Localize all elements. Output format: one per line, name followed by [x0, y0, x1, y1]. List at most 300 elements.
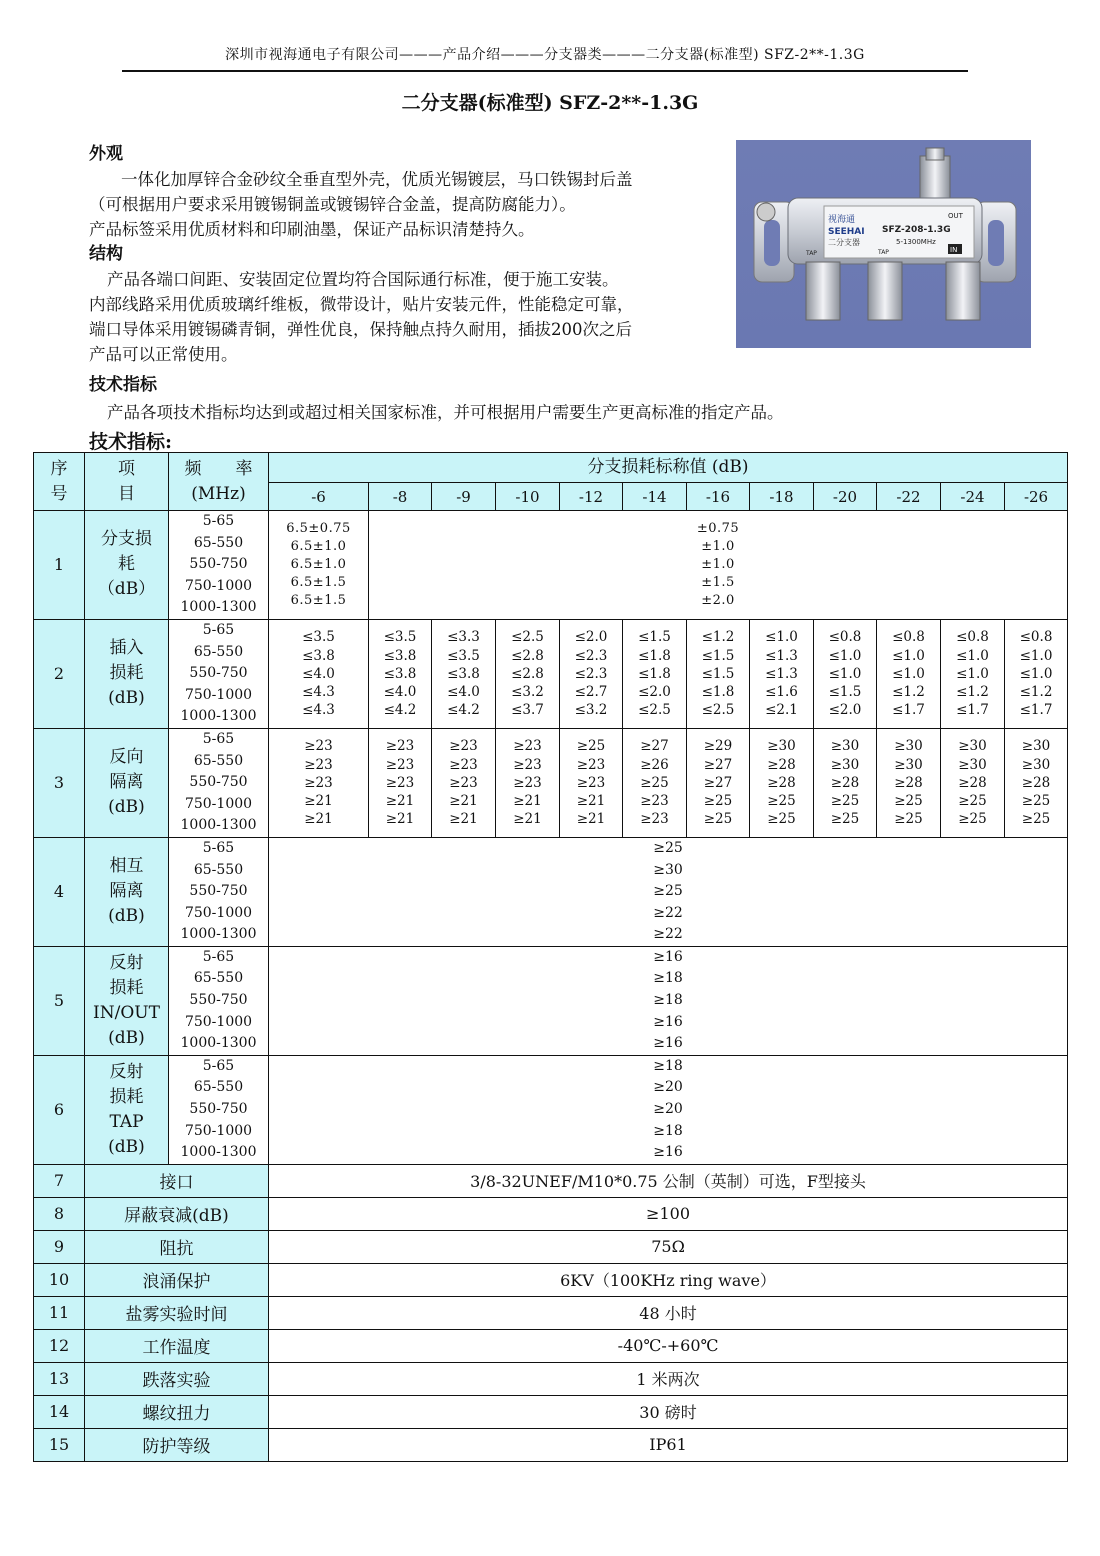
- row-label: 浪涌保护: [85, 1263, 269, 1296]
- cell-line: 750-1000: [184, 686, 253, 703]
- cell-line: ≥23: [640, 793, 669, 810]
- cell-line: 隔离: [109, 772, 144, 793]
- cell-line: ≥23: [576, 774, 606, 791]
- cell-line: ±1.0: [701, 538, 735, 554]
- value-cell: [269, 619, 369, 728]
- cell-line: ≤1.8: [701, 684, 735, 701]
- cell-line: ≥25: [767, 811, 796, 828]
- table-title: 技术指标:: [89, 431, 173, 453]
- row-label: [85, 1055, 169, 1164]
- row-label: [85, 511, 169, 620]
- structure-heading: 结构: [89, 244, 123, 264]
- cell-line: ≥20: [653, 1101, 683, 1118]
- cell-line: ≤4.3: [302, 702, 335, 719]
- cell-line: 6.5±1.0: [290, 556, 347, 572]
- value-cell-merged: 6KV（100KHz ring wave）: [269, 1263, 1068, 1296]
- cell-line: ≤4.2: [447, 702, 480, 719]
- value-cell: [750, 619, 814, 728]
- cell-line: 5-65: [202, 1057, 235, 1074]
- value-cell-merged: [269, 1055, 1068, 1164]
- cell-line: ≥29: [703, 738, 733, 755]
- row-number: 9: [34, 1230, 85, 1263]
- cell-line: 相互: [109, 856, 144, 877]
- cell-line: ≥21: [513, 811, 542, 828]
- value-cell: [941, 619, 1005, 728]
- cell-line: ≥16: [653, 1013, 683, 1030]
- table-row: [34, 619, 1068, 728]
- cell-line: (dB): [108, 1136, 145, 1157]
- cell-line: ≤1.2: [892, 684, 925, 701]
- cell-line: ≤3.5: [302, 629, 335, 646]
- spec-intro: [89, 371, 989, 427]
- row-number: 6: [34, 1055, 85, 1164]
- nominal-value: -12: [560, 483, 623, 511]
- cell-line: ≤1.5: [638, 629, 671, 646]
- cell-line: ≤0.8: [892, 629, 925, 646]
- cell-line: 耗: [118, 554, 135, 575]
- cell-line: 6.5±1.5: [290, 592, 347, 608]
- value-cell: [623, 619, 687, 728]
- cell-line: ≤1.7: [1019, 702, 1053, 719]
- cell-line: ≤2.7: [574, 684, 608, 701]
- brand-cn: 视海通: [828, 215, 856, 225]
- value-cell: [877, 619, 941, 728]
- cell-line: ≤2.8: [511, 665, 544, 682]
- cell-line: ≤3.7: [511, 702, 544, 719]
- value-cell-merged: 3/8-32UNEF/M10*0.75 公制（英制）可选，F型接头: [269, 1164, 1068, 1197]
- row-number: 15: [34, 1428, 85, 1461]
- cell-line: 750-1000: [184, 1122, 253, 1139]
- cell-line: ≤2.8: [511, 647, 544, 664]
- cell-line: ≤1.8: [638, 665, 671, 682]
- cell-line: 损耗: [109, 1086, 144, 1107]
- cell-line: ≤2.3: [574, 665, 608, 682]
- nominal-value: -6: [269, 483, 369, 511]
- table-row: [34, 946, 1068, 1055]
- cell-line: ≥25: [1021, 811, 1051, 828]
- cell-line: ±1.0: [701, 556, 735, 572]
- cell-line: ≤3.2: [574, 702, 608, 719]
- row-label: [85, 619, 169, 728]
- row-label: 屏蔽衰减(dB): [85, 1197, 269, 1230]
- cell-line: ±2.0: [701, 592, 735, 608]
- cell-line: ±0.75: [696, 520, 740, 536]
- cell-line: ≥25: [703, 811, 733, 828]
- cell-line: ≥25: [576, 738, 606, 755]
- cell-line: ≤1.5: [701, 647, 735, 664]
- cell-line: ≥27: [703, 774, 733, 791]
- table-row: [34, 1296, 1068, 1329]
- cell-line: 号: [50, 483, 68, 504]
- cell-line: ≥18: [653, 970, 683, 987]
- table-row: [34, 837, 1068, 946]
- value-cell: [814, 619, 877, 728]
- value-cell: [496, 619, 560, 728]
- appearance-line: （可根据用户要求采用镀锡铜盖或镀锡锌合金盖，提高防腐能力）。: [89, 195, 576, 214]
- cell-line: IN/OUT: [93, 1002, 160, 1023]
- cell-line: ≤2.0: [574, 629, 608, 646]
- cell-line: ≥28: [830, 774, 860, 791]
- nominal-value: -9: [432, 483, 496, 511]
- cell-line: (dB): [108, 797, 145, 818]
- cell-line: ≥25: [894, 793, 923, 810]
- row-number: 13: [34, 1362, 85, 1395]
- cell-line: 序: [50, 458, 68, 479]
- cell-line: ≤0.8: [956, 629, 989, 646]
- cell-line: (dB): [108, 1027, 145, 1048]
- cell-line: TAP: [109, 1111, 144, 1132]
- table-row: [34, 1329, 1068, 1362]
- cell-line: 5-65: [202, 621, 235, 638]
- value-cell: [877, 728, 941, 837]
- nominal-value: -10: [496, 483, 560, 511]
- cell-line: 1000-1300: [180, 708, 257, 725]
- value-cell-merged: [269, 837, 1068, 946]
- row-label: [85, 728, 169, 837]
- value-cell-merged: ≥100: [269, 1197, 1068, 1230]
- cell-line: 750-1000: [184, 904, 253, 921]
- cell-line: ≤1.3: [765, 665, 798, 682]
- cell-line: ≥25: [703, 793, 733, 810]
- cell-line: ≥23: [513, 774, 542, 791]
- cell-line: ±1.5: [701, 574, 735, 590]
- cell-line: 隔离: [109, 881, 144, 902]
- value-cell: [432, 619, 496, 728]
- value-cell: [560, 619, 623, 728]
- cell-line: 项: [118, 458, 135, 479]
- value-cell: [369, 619, 432, 728]
- cell-line: ≥25: [640, 774, 669, 791]
- cell-line: ≤2.1: [765, 702, 798, 719]
- cell-line: 750-1000: [184, 795, 253, 812]
- cell-line: ≤1.0: [892, 647, 925, 664]
- cell-line: ≤2.0: [828, 702, 862, 719]
- cell-line: ≤2.3: [574, 647, 608, 664]
- value-cell: [269, 511, 369, 620]
- cell-line: ≥23: [449, 738, 478, 755]
- structure-line: 产品各端口间距、安装固定位置均符合国际通行标准，便于施工安装。: [107, 270, 619, 289]
- nominal-value: -22: [877, 483, 941, 511]
- cell-line: 5-65: [202, 730, 235, 747]
- cell-line: ≤3.2: [511, 684, 544, 701]
- cell-line: ≥25: [1021, 793, 1051, 810]
- cell-line: 550-750: [189, 1101, 248, 1118]
- nominal-value: -20: [814, 483, 877, 511]
- cell-line: ≤3.8: [302, 647, 335, 664]
- cell-line: ≤2.5: [638, 702, 671, 719]
- cell-line: ≤3.5: [447, 647, 480, 664]
- table-row: [34, 1055, 1068, 1164]
- cell-line: ≥30: [830, 756, 860, 773]
- table-row: [34, 1164, 1068, 1197]
- cell-line: ≤4.0: [447, 684, 480, 701]
- cell-line: ≤0.8: [828, 629, 862, 646]
- cell-line: ≤1.0: [1019, 665, 1053, 682]
- header-no: [34, 453, 85, 511]
- cell-line: ≤1.5: [701, 665, 735, 682]
- nominal-value: -14: [623, 483, 687, 511]
- value-cell-merged: IP61: [269, 1428, 1068, 1461]
- value-cell-merged: 30 磅时: [269, 1395, 1068, 1428]
- cell-line: ≤3.8: [383, 665, 417, 682]
- cell-line: 5-65: [202, 839, 235, 856]
- structure-line: 内部线路采用优质玻璃纤维板，微带设计，贴片安装元件，性能稳定可靠，: [89, 295, 634, 314]
- row-label: 工作温度: [85, 1329, 269, 1362]
- value-cell-merged: 75Ω: [269, 1230, 1068, 1263]
- appearance-line: 产品标签采用优质材料和印刷油墨，保证产品标识清楚持久。: [89, 220, 535, 239]
- cell-line: ≥25: [830, 793, 860, 810]
- cell-line: ≥25: [653, 883, 683, 900]
- row-number: 7: [34, 1164, 85, 1197]
- cell-line: ≥18: [653, 1057, 683, 1074]
- cell-line: ≥23: [385, 738, 415, 755]
- value-cell: [432, 728, 496, 837]
- cell-line: 750-1000: [184, 1013, 253, 1030]
- value-cell: [1005, 728, 1068, 837]
- nominal-value: -16: [687, 483, 750, 511]
- cell-line: 550-750: [189, 774, 248, 791]
- value-cell: [687, 619, 750, 728]
- structure-line: 端口导体采用镀锡磷青铜，弹性优良，保持触点持久耐用，插拔200次之后: [89, 320, 632, 339]
- splitter-illustration: [736, 140, 1031, 348]
- model-label: SFZ-208-1.3G: [882, 225, 951, 235]
- freq-list: [169, 837, 269, 946]
- freq-list: [169, 946, 269, 1055]
- row-number: 10: [34, 1263, 85, 1296]
- cell-line: 反射: [109, 952, 144, 973]
- table-row: [34, 1362, 1068, 1395]
- tap-label: TAP: [878, 249, 889, 256]
- cell-line: 6.5±1.5: [290, 574, 347, 590]
- cell-line: ≤1.8: [638, 647, 671, 664]
- cell-line: ≥30: [958, 756, 987, 773]
- cell-line: ≥30: [1021, 756, 1051, 773]
- cell-line: ≤3.5: [383, 629, 417, 646]
- cell-line: ≥28: [767, 756, 796, 773]
- tap-label: TAP: [806, 250, 817, 257]
- cell-line: ≥30: [830, 738, 860, 755]
- cell-line: ≤1.0: [828, 647, 862, 664]
- spec-table: [33, 452, 1068, 1462]
- cell-line: 插入: [109, 638, 144, 659]
- cell-line: 550-750: [189, 665, 248, 682]
- cell-line: ≥25: [830, 811, 860, 828]
- cell-line: ≤1.0: [956, 665, 989, 682]
- cell-line: 1000-1300: [180, 926, 257, 943]
- cell-line: 65-550: [193, 752, 244, 769]
- cell-line: ≥28: [958, 774, 987, 791]
- row-label: 跌落实验: [85, 1362, 269, 1395]
- cell-line: 550-750: [189, 556, 248, 573]
- nominal-value: -8: [369, 483, 432, 511]
- cell-line: ≥21: [304, 811, 333, 828]
- cell-line: ≥21: [385, 793, 415, 810]
- row-number: 11: [34, 1296, 85, 1329]
- cell-line: ≤2.5: [511, 629, 544, 646]
- table-row: [34, 1230, 1068, 1263]
- freq-list: [169, 619, 269, 728]
- value-cell-merged: [369, 511, 1068, 620]
- cell-line: ≥23: [576, 756, 606, 773]
- freq-list: [169, 728, 269, 837]
- cell-line: 频 率: [184, 458, 253, 479]
- cell-line: ≥16: [653, 1035, 683, 1052]
- header-freq: [169, 453, 269, 511]
- intro-section: [89, 142, 729, 367]
- value-cell: [1005, 619, 1068, 728]
- cell-line: ≥22: [653, 904, 683, 921]
- table-row: [34, 728, 1068, 837]
- cell-line: ≥30: [767, 738, 796, 755]
- table-row: [34, 1395, 1068, 1428]
- cell-line: ≥28: [1021, 774, 1051, 791]
- page-header: 深圳市视海通电子有限公司———产品介绍———分支器类———二分支器(标准型) SFZ-2**-1.3G: [225, 47, 865, 63]
- row-number: 14: [34, 1395, 85, 1428]
- product-cn: 二分支器: [828, 238, 860, 247]
- cell-line: 6.5±0.75: [286, 520, 351, 536]
- cell-line: ≤3.3: [447, 629, 480, 646]
- value-cell: [269, 728, 369, 837]
- cell-line: ≤1.2: [956, 684, 989, 701]
- page-title: 二分支器(标准型) SFZ-2**-1.3G: [401, 92, 699, 114]
- value-cell: [496, 728, 560, 837]
- cell-line: 1000-1300: [180, 599, 257, 616]
- cell-line: ≤4.0: [302, 665, 335, 682]
- cell-line: ≥23: [304, 738, 333, 755]
- out-label: OUT: [948, 212, 963, 220]
- cell-line: ≤3.8: [447, 665, 480, 682]
- cell-line: 5-65: [202, 513, 235, 529]
- cell-line: ≤1.2: [1019, 684, 1053, 701]
- cell-line: 65-550: [193, 861, 244, 878]
- cell-line: ≥26: [640, 756, 669, 773]
- cell-line: ≥23: [304, 774, 333, 791]
- appearance-heading: 外观: [89, 144, 123, 164]
- cell-line: ≤1.0: [956, 647, 989, 664]
- cell-line: 65-550: [193, 1079, 244, 1096]
- cell-line: ≤2.0: [638, 684, 671, 701]
- cell-line: 反射: [109, 1061, 144, 1082]
- cell-line: （dB）: [97, 579, 156, 600]
- value-cell-merged: 1 米两次: [269, 1362, 1068, 1395]
- table-row: [34, 1263, 1068, 1296]
- row-number: 12: [34, 1329, 85, 1362]
- cell-line: ≥23: [385, 756, 415, 773]
- cell-line: ≥23: [304, 756, 333, 773]
- cell-line: ≥21: [449, 811, 478, 828]
- cell-line: 损耗: [109, 977, 144, 998]
- freq-list: [169, 511, 269, 620]
- cell-line: ≤1.6: [765, 684, 798, 701]
- cell-line: ≥25: [767, 793, 796, 810]
- cell-line: 1000-1300: [180, 817, 257, 834]
- cell-line: ≥21: [513, 793, 542, 810]
- cell-line: ≥21: [576, 793, 606, 810]
- row-number: 3: [34, 728, 85, 837]
- value-cell-merged: -40℃-+60℃: [269, 1329, 1068, 1362]
- cell-line: ≥21: [576, 811, 606, 828]
- table-row: [34, 511, 1068, 620]
- cell-line: ≤1.0: [828, 665, 862, 682]
- cell-line: ≥21: [385, 811, 415, 828]
- cell-line: ≥25: [894, 811, 923, 828]
- cell-line: ≤1.3: [765, 647, 798, 664]
- cell-line: ≤1.0: [765, 629, 798, 646]
- structure-line: 产品可以正常使用。: [89, 345, 238, 364]
- cell-line: 目: [118, 483, 135, 504]
- cell-line: ≥23: [513, 738, 542, 755]
- row-number: 4: [34, 837, 85, 946]
- cell-line: 5-65: [202, 948, 235, 965]
- cell-line: 550-750: [189, 992, 248, 1009]
- cell-line: ≥28: [767, 774, 796, 791]
- row-label: 接口: [85, 1164, 269, 1197]
- spec-text: 产品各项技术指标均达到或超过相关国家标准，并可根据用户需要生产更高标准的指定产品。: [107, 403, 784, 422]
- value-cell-merged: [269, 946, 1068, 1055]
- cell-line: ≥18: [653, 992, 683, 1009]
- cell-line: ≥16: [653, 1144, 683, 1161]
- cell-line: ≤2.5: [701, 702, 735, 719]
- cell-line: 1000-1300: [180, 1035, 257, 1052]
- cell-line: ≤1.7: [956, 702, 989, 719]
- cell-line: ≤4.2: [383, 702, 417, 719]
- cell-line: 反向: [109, 747, 144, 768]
- cell-line: ≥16: [653, 948, 683, 965]
- cell-line: 65-550: [193, 643, 244, 660]
- cell-line: ≤3.8: [383, 647, 417, 664]
- cell-line: ≥23: [449, 774, 478, 791]
- row-number: 8: [34, 1197, 85, 1230]
- cell-line: 6.5±1.0: [290, 538, 347, 554]
- row-label: 盐雾实验时间: [85, 1296, 269, 1329]
- cell-line: ≥21: [304, 793, 333, 810]
- cell-line: ≤1.2: [701, 629, 735, 646]
- row-number: 2: [34, 619, 85, 728]
- cell-line: ≤1.5: [828, 684, 862, 701]
- cell-line: 1000-1300: [180, 1144, 257, 1161]
- cell-line: ≤1.0: [892, 665, 925, 682]
- cell-line: ≥25: [958, 793, 987, 810]
- header-nominal: 分支损耗标称值 (dB): [269, 453, 1068, 483]
- row-number: 1: [34, 511, 85, 620]
- cell-line: ≥25: [958, 811, 987, 828]
- value-cell: [623, 728, 687, 837]
- row-label: 防护等级: [85, 1428, 269, 1461]
- table-row: [34, 1428, 1068, 1461]
- range-label: 5-1300MHz: [896, 238, 936, 246]
- appearance-line: 一体化加厚锌合金砂纹全垂直型外壳，优质光锡镀层，马口铁锡封后盖: [121, 170, 633, 189]
- cell-line: ≥22: [653, 926, 683, 943]
- cell-line: ≥23: [640, 811, 669, 828]
- cell-line: (dB): [108, 688, 145, 709]
- cell-line: 550-750: [189, 883, 248, 900]
- cell-line: ≥28: [894, 774, 923, 791]
- header-item: [85, 453, 169, 511]
- product-photo: [736, 140, 1031, 348]
- cell-line: 750-1000: [184, 577, 253, 594]
- spec-heading: 技术指标: [89, 375, 157, 395]
- cell-line: 65-550: [193, 970, 244, 987]
- row-label: [85, 837, 169, 946]
- cell-line: ≤1.7: [892, 702, 925, 719]
- cell-line: ≤4.3: [302, 684, 335, 701]
- cell-line: (dB): [108, 906, 145, 927]
- value-cell: [560, 728, 623, 837]
- cell-line: ≥23: [385, 774, 415, 791]
- row-label: 螺纹扭力: [85, 1395, 269, 1428]
- value-cell-merged: 48 小时: [269, 1296, 1068, 1329]
- cell-line: ≥30: [1021, 738, 1051, 755]
